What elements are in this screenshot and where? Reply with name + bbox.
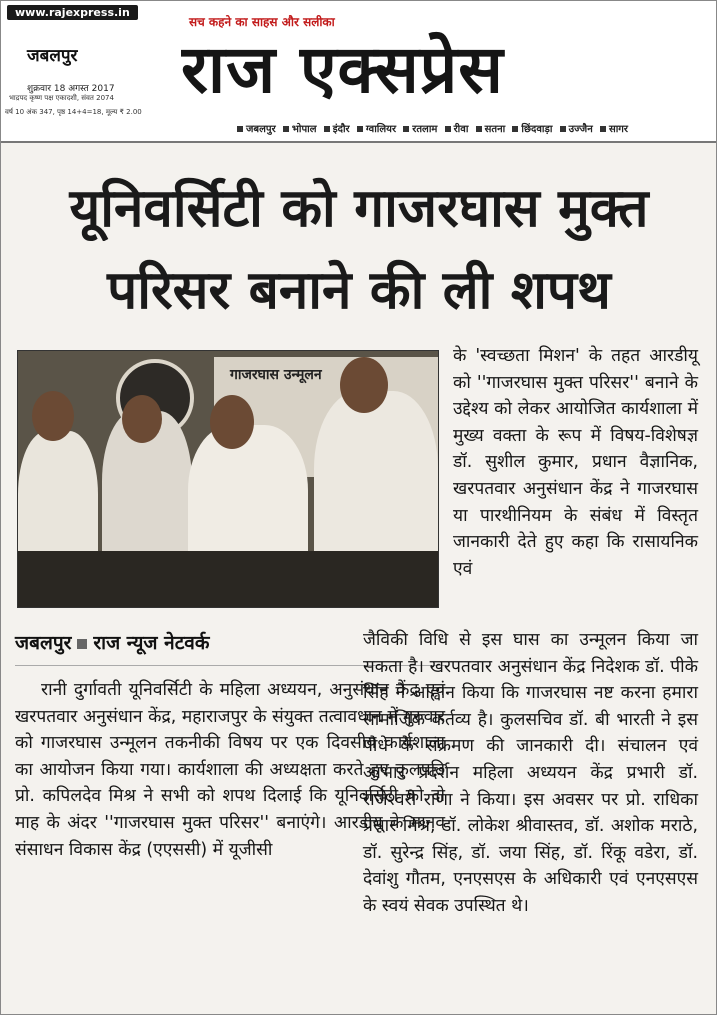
news-photo: [17, 350, 439, 608]
issue-info: वर्ष 10 अंक 347, पृष्ठ 14+4=18, मूल्य ₹ 2.00: [5, 108, 142, 116]
edition-item: भोपाल: [283, 124, 317, 135]
person-head: [122, 395, 162, 443]
article-paragraph-col1: रानी दुर्गावती यूनिवर्सिटी के महिला अध्ययन, अनुसंधान केंद्र एवं खरपतवार अनुसंधान केंद्र, महाराजपुर के संयुक्त तत्वावधान में गुरुवार को गाजरघास उन्मूलन तकनीकी विषय पर एक दिवसीय कार्यशाला का आयोजन किया गया। कार्यशाला की अध्यक्षता करते हुए कुलपति प्रो. कपिलदेव मिश्र ने सभी को शपथ दिलाई कि यूनिवर्सिटी को दो माह के अंदर ''गाजरघास मुक्त परिसर'' बनाएंगे। आरडीयू के मानव संसाधन विकास केंद्र (एएससी) में यूजीसी: [15, 680, 445, 860]
edition-item: रतलाम: [403, 124, 437, 135]
article-paragraph-col2-bottom: जैविकी विधि से इस घास का उन्मूलन किया जा सकता है। खरपतवार अनुसंधान केंद्र निदेशक डॉ. पीके सिंह ने आह्वान किया कि गाजरघास नष्ट करना हमारा सामाजिक कर्तव्य है। कुलसचिव डॉ. बी भारती ने इस पौधे के संक्रमण की जानकारी दी। संचालन एवं आभार प्रदर्शन महिला अध्ययन केंद्र प्रभारी डॉ. राजेश्वरी राणा ने किया। इस अवसर पर प्रो. राधिका प्रसार मिश्र, डॉ. लोकेश श्रीवास्तव, डॉ. अशोक मराठे, डॉ. सुरेन्द्र सिंह, डॉ. जया सिंह, डॉ. रिंकू वडेरा, डॉ. देवांशु गौतम, एनएसएस के अधिकारी एवं एनएसएस के स्वयं सेवक उपस्थित थे।: [363, 630, 698, 916]
newspaper-brand: राज एक्सप्रेस: [181, 31, 504, 108]
hindu-date: भाद्रपद कृष्ण पक्ष एकादशी, संवत 2074: [9, 94, 114, 102]
tagline: सच कहने का साहस और सलीका: [189, 15, 335, 29]
edition-item: सतना: [476, 124, 506, 135]
banner-title: गाजरघास उन्मूलन: [230, 367, 322, 383]
person-head: [32, 391, 74, 441]
dateline-city: जबलपुर: [15, 632, 72, 654]
edition-item: उज्जैन: [560, 124, 593, 135]
website-url: www.rajexpress.in: [7, 5, 138, 20]
byline: [15, 629, 209, 655]
headline-line-2: परिसर बनाने की ली शपथ: [107, 260, 611, 321]
date-line: शुक्रवार 18 अगस्त 2017: [27, 84, 115, 94]
edition-item: रीवा: [445, 124, 469, 135]
person-head: [210, 395, 254, 449]
edition-item: इंदौर: [324, 124, 350, 135]
person-head: [340, 357, 388, 413]
editions-list: [237, 121, 632, 135]
edition-city: जबलपुर: [27, 46, 78, 66]
masthead: [1, 1, 717, 143]
edition-item: जबलपुर: [237, 124, 276, 135]
edition-item: छिंदवाड़ा: [512, 124, 552, 135]
edition-item: सागर: [600, 124, 628, 135]
dateline-agency: राज न्यूज नेटवर्क: [93, 632, 210, 654]
edition-item: ग्वालियर: [357, 124, 396, 135]
headline-line-1: यूनिवर्सिटी को गाजरघास मुक्त: [69, 178, 649, 239]
separator-square-icon: [77, 639, 87, 649]
table-foreground: [18, 551, 438, 607]
article-paragraph-col2-top: के 'स्वच्छता मिशन' के तहत आरडीयू को ''गाजरघास मुक्त परिसर'' बनाने के उद्देश्य को लेकर आयोजित कार्यशाला में मुख्य वक्ता के रूप में विषय-विशेषज्ञ डॉ. सुशील कुमार, प्रधान वैज्ञानिक, खरपतवार अनुसंधान केंद्र ने गाजरघास या पारथीनियम के संबंध में विस्तृत जानकारी देते हुए कहा कि रासायनिक एवं: [453, 346, 698, 579]
